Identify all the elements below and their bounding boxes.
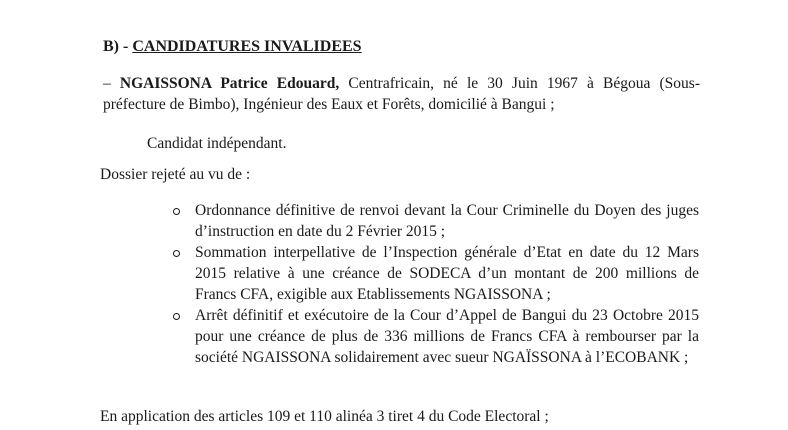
candidate-dash: – xyxy=(103,75,120,92)
rejection-reasons-list xyxy=(167,200,699,368)
candidate-paragraph xyxy=(103,73,700,115)
section-prefix: B) - xyxy=(103,38,133,55)
candidate-name: NGAISSONA Patrice Edouard, xyxy=(119,75,340,92)
bullet-icon xyxy=(173,313,180,320)
candidate-status: Candidat indépendant. xyxy=(147,135,287,152)
candidate-details: Centrafricain, né le 30 Juin 1967 à Bégoua (Sous- xyxy=(339,75,701,92)
rejection-reason xyxy=(167,200,699,242)
bullet-icon xyxy=(173,208,180,215)
candidate-line-2: préfecture de Bimbo), Ingénieur des Eaux et Forêts, domicilié à Bangui ; xyxy=(103,96,555,113)
rejection-reason-text: Arrêt définitif et exécutoire de la Cour d’Appel de Bangui du 23 Octobre 2015 pour une créance de plus de 336 millions de Francs CFA à rembourser par la société NGAISSONA solidairement avec sueur NGAÏSSONA à l’ECOBANK ; xyxy=(195,307,699,366)
rejection-reason xyxy=(167,305,699,368)
candidate-line-1 xyxy=(103,73,700,94)
section-heading xyxy=(103,36,362,57)
legal-basis: En application des articles 109 et 110 alinéa 3 tiret 4 du Code Electoral ; xyxy=(100,408,549,425)
rejection-reason-text: Sommation interpellative de l’Inspection générale d’Etat en date du 12 Mars 2015 relative à une créance de SODECA d’un montant de 200 millions de Francs CFA, exigible aux Etablissements NGAISSONA ; xyxy=(195,244,699,303)
bullet-icon xyxy=(173,250,180,257)
rejection-intro: Dossier rejeté au vu de : xyxy=(100,166,251,183)
section-title: CANDIDATURES INVALIDEES xyxy=(132,38,362,55)
rejection-reason-text: Ordonnance définitive de renvoi devant la Cour Criminelle du Doyen des juges d’instruction en date du 2 Février 2015 ; xyxy=(195,202,699,240)
rejection-reason xyxy=(167,242,699,305)
